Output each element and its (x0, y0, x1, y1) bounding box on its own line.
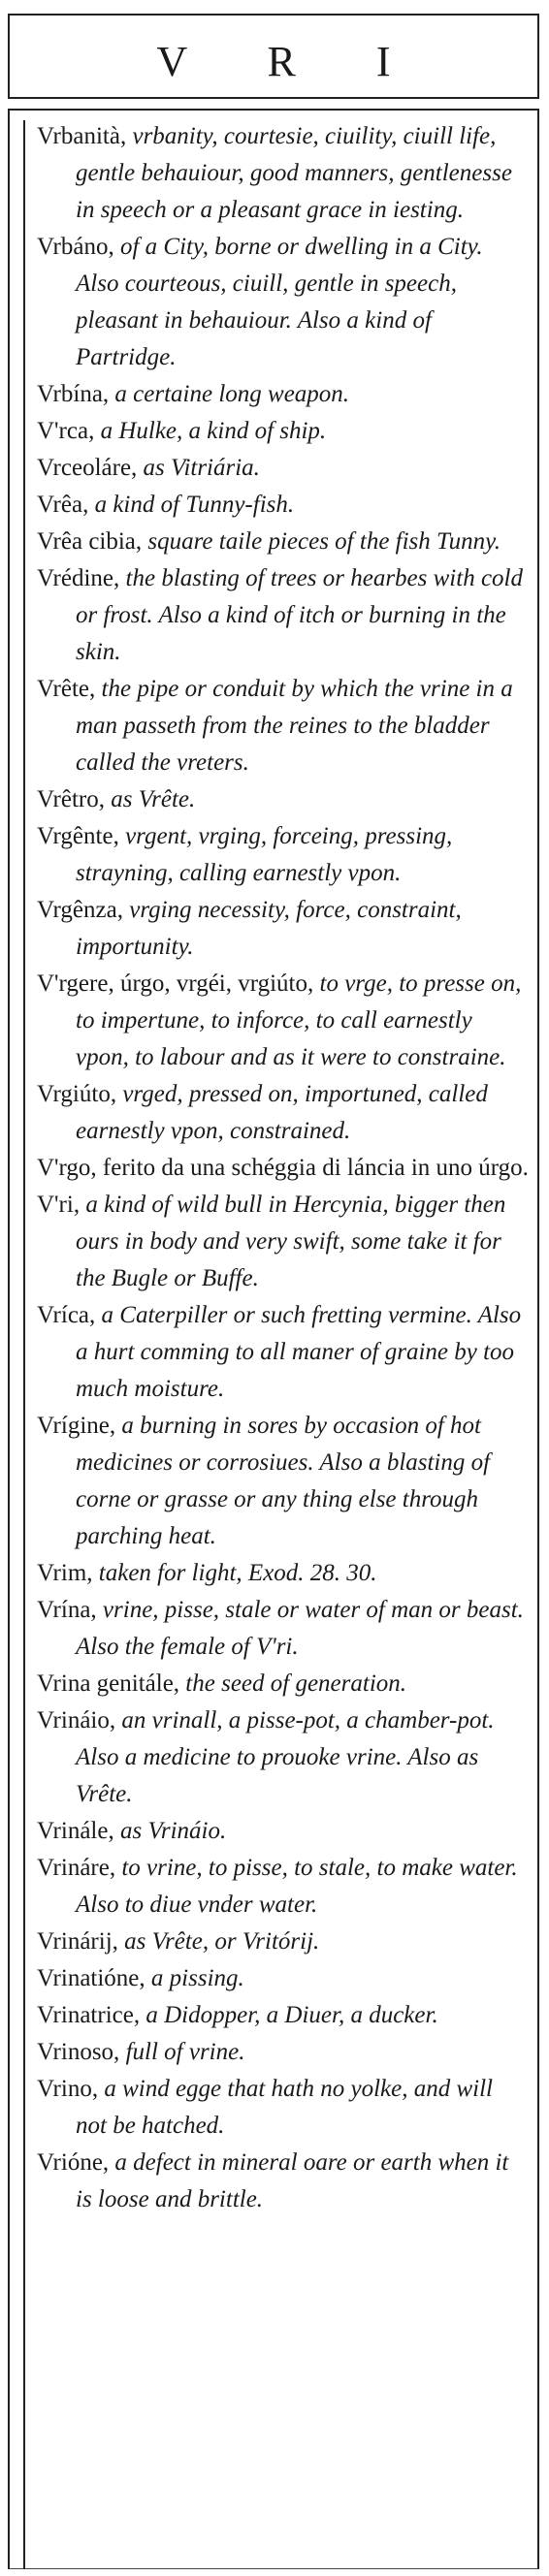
dictionary-entry (37, 671, 530, 781)
entry-definition: a Caterpiller or such fretting vermine. Also a hurt comming to all maner of graine by too much moisture. (76, 1302, 522, 1402)
entry-definition: vrgent, vrging, forceing, pressing, strayning, calling earnestly vpon. (76, 823, 453, 886)
entry-headword: Vrbanità, (37, 123, 127, 149)
entry-definition: vrged, pressed on, importuned, called earnestly vpon, constrained. (76, 1081, 488, 1144)
dictionary-entry (37, 229, 530, 376)
entry-headword: Vrinoso, (37, 2039, 120, 2065)
dictionary-entry (37, 1297, 530, 1408)
entry-definition: square taile pieces of the fish Tunny. (142, 528, 501, 555)
entry-headword: Vrináio, (37, 1707, 116, 1733)
entry-headword: Vrceoláre, (37, 455, 138, 481)
entry-headword: Vrióne, (37, 2149, 110, 2176)
entry-definition: an vrinall, a pisse-pot, a chamber-pot. Also a medicine to prouoke vrine. Also as Vrête. (76, 1707, 495, 1807)
entry-definition: as Vitriária. (137, 455, 260, 481)
dictionary-entry (37, 818, 530, 892)
entry-definition: vrine, pisse, stale or water of man or beast. Also the female of V'ri. (76, 1597, 524, 1660)
dictionary-entry (37, 781, 530, 818)
entry-headword: Vrgiúto, (37, 1081, 117, 1107)
dictionary-entry (37, 1076, 530, 1150)
entry-headword: Vrbáno, (37, 234, 114, 260)
entry-headword: Vrêa, (37, 492, 89, 518)
entry-definition: as Vrináio. (113, 1818, 227, 1844)
dictionary-entry (37, 487, 530, 524)
entry-headword: Vrêa cibia, (37, 528, 143, 555)
dictionary-entry (37, 1408, 530, 1555)
entry-headword: Vrgênte, (37, 823, 119, 849)
entry-definition: a Didopper, a Diuer, a ducker. (140, 2002, 438, 2028)
dictionary-entry (37, 1592, 530, 1666)
entry-definition: as Vrête, or Vritórij. (117, 1928, 320, 1955)
dictionary-entry (37, 1813, 530, 1850)
dictionary-entry (37, 524, 530, 560)
entry-headword: Vrino, (37, 2076, 99, 2102)
entry-headword: Vrbína, (37, 381, 110, 407)
entry-definition: a kind of Tunny-fish. (88, 492, 295, 518)
entry-headword: V'rgo, ferito da una schéggia di láncia in uno úrgo. (37, 1155, 529, 1181)
dictionary-entry (37, 1997, 530, 2034)
entry-headword: Vrinále, (37, 1818, 114, 1844)
column-rule (23, 120, 25, 2569)
entry-definition: of a City, borne or dwelling in a City. Also courteous, ciuill, gentle in speech, pleasant in behauiour. Also a kind of Partridge. (76, 234, 483, 370)
dictionary-entry (37, 2071, 530, 2145)
entry-definition: vrging necessity, force, constraint, importunity. (76, 897, 462, 960)
entry-headword: Vrináre, (37, 1855, 116, 1881)
entry-headword: Vrgênza, (37, 897, 123, 923)
entry-definition: to vrge, to presse on, to impertune, to inforce, to call earnestly vpon, to labour and as it were to constraine. (76, 970, 522, 1070)
running-head-box (8, 14, 539, 99)
dictionary-entry (37, 376, 530, 413)
dictionary-entry (37, 560, 530, 671)
dictionary-entry (37, 966, 530, 1076)
entry-headword: V'ri, (37, 1192, 81, 1218)
entry-definition: as Vrête. (105, 786, 196, 812)
dictionary-entry (37, 1666, 530, 1702)
dictionary-entry (37, 1555, 530, 1592)
entry-headword: Vrêtro, (37, 786, 105, 812)
entry-headword: Vrim, (37, 1560, 93, 1586)
entry-definition: vrbanity, courtesie, ciuility, ciuill life, gentle behauiour, good manners, gentlenesse in speech or a pleasant grace in iesting. (76, 123, 512, 223)
entry-list (37, 118, 530, 2218)
dictionary-entry (37, 1702, 530, 1813)
entry-headword: Vrina genitále, (37, 1670, 180, 1697)
entry-definition: to vrine, to pisse, to stale, to make water. Also to diue vnder water. (76, 1855, 518, 1918)
dictionary-entry (37, 892, 530, 966)
entry-headword: Vrína, (37, 1597, 97, 1623)
dictionary-entry (37, 1850, 530, 1924)
dictionary-entry (37, 1924, 530, 1960)
dictionary-entry (37, 450, 530, 487)
dictionary-entry (37, 118, 530, 229)
dictionary-entry (37, 2145, 530, 2218)
dictionary-entry (37, 413, 530, 450)
entry-definition: a kind of wild bull in Hercynia, bigger then ours in body and very swift, some take it for the Bugle or Buffe. (76, 1192, 506, 1291)
entry-headword: Vrinárij, (37, 1928, 118, 1955)
entry-definition: the blasting of trees or hearbes with cold or frost. Also a kind of itch or burning in the skin. (76, 565, 523, 665)
entry-definition: a wind egge that hath no yolke, and will not be hatched. (76, 2076, 493, 2139)
dictionary-entry (37, 1150, 530, 1187)
entry-headword: Vrédine, (37, 565, 120, 591)
entry-definition: a Hulke, a kind of ship. (94, 418, 327, 444)
running-head: V R I (156, 38, 426, 85)
entry-headword: Vríca, (37, 1302, 96, 1328)
entry-definition: a pissing. (145, 1965, 244, 1991)
entry-definition: a defect in mineral oare or earth when it is loose and brittle. (76, 2149, 509, 2212)
dictionary-entry (37, 1187, 530, 1297)
entry-definition: a certaine long weapon. (109, 381, 350, 407)
entry-definition: taken for light, Exod. 28. 30. (92, 1560, 377, 1586)
entry-headword: Vrígine, (37, 1413, 116, 1439)
dictionary-entry (37, 2034, 530, 2071)
dictionary-entry (37, 1960, 530, 1997)
entry-definition: the pipe or conduit by which the vrine in a man passeth from the reines to the bladder called the vreters. (76, 676, 513, 776)
entry-headword: Vrinatrice, (37, 2002, 141, 2028)
entry-headword: V'rgere, úrgo, vrgéi, vrgiúto, (37, 970, 314, 997)
entry-headword: Vrête, (37, 676, 96, 702)
entry-definition: full of vrine. (119, 2039, 245, 2065)
entry-definition: the seed of generation. (179, 1670, 407, 1697)
entry-definition: a burning in sores by occasion of hot medicines or corrosiues. Also a blasting of corne or grasse or any thing else through parching heat. (76, 1413, 491, 1549)
entry-headword: V'rca, (37, 418, 95, 444)
entry-headword: Vrinatióne, (37, 1965, 145, 1991)
